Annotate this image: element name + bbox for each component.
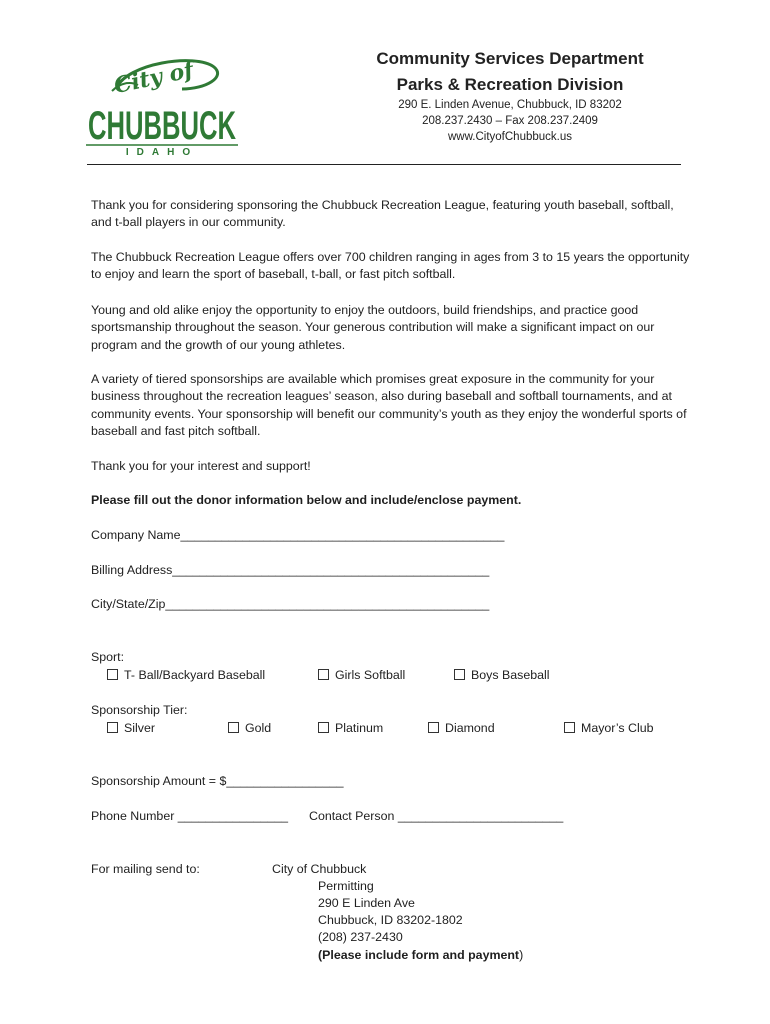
tier-option-label: Silver <box>124 721 155 735</box>
form-instruction: Please fill out the donor information below and include/enclose payment. <box>91 493 522 507</box>
logo-idaho-text: IDAHO <box>125 147 199 158</box>
tier-option-silver[interactable] <box>107 721 155 735</box>
billing-address-field[interactable]: Billing Address______________________________________________ <box>91 563 490 577</box>
checkbox-icon[interactable] <box>228 722 239 733</box>
sport-label: Sport: <box>91 650 125 664</box>
department-title: Community Services Department <box>376 49 644 68</box>
company-name-field[interactable]: Company Name_______________________________________________ <box>91 528 505 542</box>
checkbox-icon[interactable] <box>107 669 118 680</box>
sponsorship-tier-label: Sponsorship Tier: <box>91 703 188 717</box>
checkbox-icon[interactable] <box>564 722 575 733</box>
tier-option-label: Platinum <box>335 721 384 735</box>
checkbox-icon[interactable] <box>318 722 329 733</box>
paragraph-league: The Chubbuck Recreation League offers over 700 children ranging in ages from 3 to 15 years the opportunity to enjoy and learn the sport of baseball, t-ball, or fast pitch softball. <box>91 250 690 282</box>
header-website: www.CityofChubbuck.us <box>448 131 572 143</box>
tier-option-diamond[interactable] <box>428 721 495 735</box>
checkbox-icon[interactable] <box>454 669 465 680</box>
tier-option-mayors-club[interactable] <box>564 721 654 735</box>
mailing-note <box>318 947 523 964</box>
mailing-dept: Permitting <box>318 879 374 893</box>
mailing-name: City of Chubbuck <box>272 862 367 876</box>
sport-option-tball[interactable] <box>107 668 265 682</box>
tier-option-label: Mayor’s Club <box>581 721 654 735</box>
tier-option-gold[interactable] <box>228 721 271 735</box>
mailing-city: Chubbuck, ID 83202-1802 <box>318 913 463 927</box>
checkbox-icon[interactable] <box>318 669 329 680</box>
checkbox-icon[interactable] <box>107 722 118 733</box>
paragraph-tiers: A variety of tiered sponsorships are available which promises great exposure in the community for your business throughout the recreation leagues’ season, also during baseball and softball tournaments, and at community events. Your sponsorship will benefit our community’s youth as they enjoy the wonderful sports of baseball and fast pitch softball. <box>91 372 687 438</box>
paragraph-thanks: Thank you for your interest and support! <box>91 459 311 473</box>
city-state-zip-field[interactable]: City/State/Zip_______________________________________________ <box>91 597 490 611</box>
phone-number-field[interactable]: Phone Number ________________ <box>91 809 289 823</box>
tier-option-label: Diamond <box>445 721 495 735</box>
contact-person-field[interactable]: Contact Person ________________________ <box>309 809 564 823</box>
city-of-chubbuck-logo <box>86 55 238 157</box>
division-title: Parks & Recreation Division <box>396 75 624 94</box>
paragraph-outdoors: Young and old alike enjoy the opportunity to enjoy the outdoors, build friendships, and practice good sportsmanship throughout the season. Your generous contribution will make a significant impact on our program and the growth of our young athletes. <box>91 303 655 352</box>
header-divider <box>87 164 681 165</box>
header-address: 290 E. Linden Avenue, Chubbuck, ID 83202 <box>398 99 622 111</box>
header-phone-fax: 208.237.2430 – Fax 208.237.2409 <box>422 115 598 127</box>
sport-option-label: Girls Softball <box>335 668 406 682</box>
mailing-phone: (208) 237-2430 <box>318 930 403 944</box>
tier-option-platinum[interactable] <box>318 721 383 735</box>
sponsorship-amount-field[interactable]: Sponsorship Amount = $_________________ <box>91 774 344 788</box>
mailing-note-text: (Please include form and payment <box>318 948 520 962</box>
sport-option-girls-softball[interactable] <box>318 668 405 682</box>
mailing-street: 290 E Linden Ave <box>318 896 415 910</box>
tier-option-label: Gold <box>245 721 272 735</box>
mailing-label: For mailing send to: <box>91 862 200 876</box>
paragraph-intro: Thank you for considering sponsoring the Chubbuck Recreation League, featuring youth baseball, softball, and t-ball players in our community. <box>91 198 674 230</box>
sport-option-label: T- Ball/Backyard Baseball <box>124 668 266 682</box>
sport-option-label: Boys Baseball <box>471 668 550 682</box>
mailing-note-close: ) <box>519 948 524 962</box>
logo-city-of-text: City of <box>111 56 196 100</box>
checkbox-icon[interactable] <box>428 722 439 733</box>
logo-chubbuck-text: CHUBBUCK <box>88 104 237 148</box>
sport-option-boys-baseball[interactable] <box>454 668 550 682</box>
